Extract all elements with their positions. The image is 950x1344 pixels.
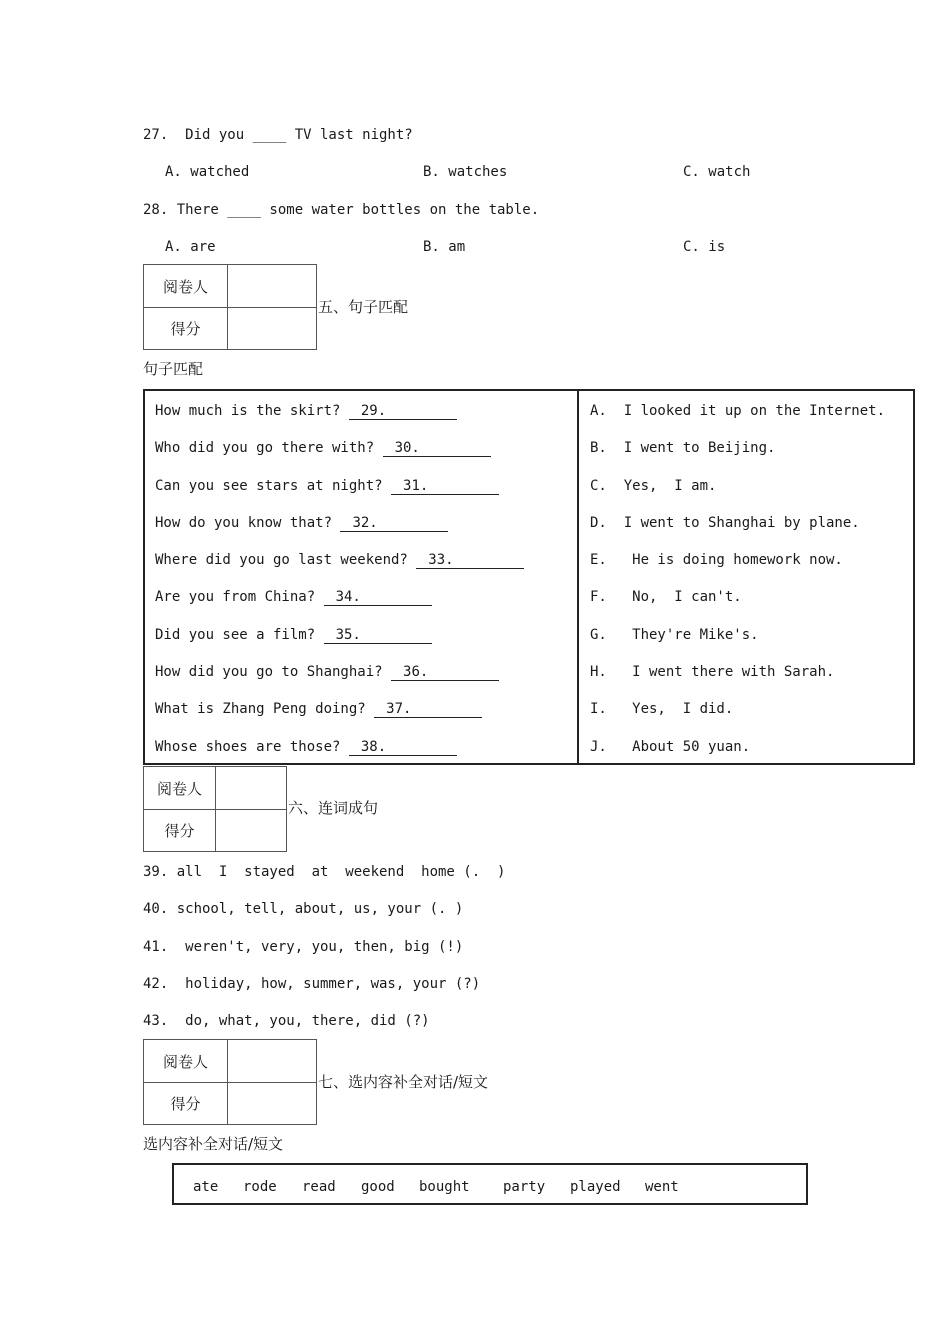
section-5-heading: 五、句子匹配 (318, 298, 409, 316)
section-7-subheading: 选内容补全对话/短文 (143, 1135, 284, 1153)
match-question: How do you know that? 32. (155, 514, 448, 532)
reorder-item-40: 40. school, tell, about, us, your (. ) (143, 901, 464, 917)
reader-label: 阅卷人 (144, 767, 216, 810)
reorder-item-43: 43. do, what, you, there, did (?) (143, 1013, 430, 1029)
reader-cell (216, 767, 287, 810)
score-table (143, 1039, 317, 1125)
match-question: Where did you go last weekend? 33. (155, 551, 524, 569)
match-answer: E. He is doing homework now. (590, 552, 843, 568)
section-5-subheading: 句子匹配 (143, 360, 204, 378)
question-28-option-a: A. are (165, 239, 216, 255)
reader-cell (228, 265, 317, 308)
answer-blank[interactable]: 35. (324, 626, 432, 644)
answer-blank[interactable]: 36. (391, 663, 499, 681)
answer-blank[interactable]: 38. (349, 738, 457, 756)
match-answer: A. I looked it up on the Internet. (590, 403, 886, 419)
question-28-option-c: C. is (683, 239, 726, 255)
match-answer: C. Yes, I am. (590, 478, 717, 494)
word-bank-item: good (361, 1179, 395, 1195)
score-cell (228, 1083, 317, 1125)
word-bank-item: played (570, 1179, 621, 1195)
question-27-option-b: B. watches (423, 164, 508, 180)
score-table (143, 264, 317, 350)
reader-label: 阅卷人 (144, 265, 228, 308)
match-answer: G. They're Mike's. (590, 627, 759, 643)
section-6-heading: 六、连词成句 (288, 799, 379, 817)
word-bank-item: went (645, 1179, 679, 1195)
section-7-heading: 七、选内容补全对话/短文 (318, 1073, 489, 1091)
match-question: Whose shoes are those? 38. (155, 738, 457, 756)
reorder-item-41: 41. weren't, very, you, then, big (!) (143, 939, 464, 955)
match-answer: B. I went to Beijing. (590, 440, 776, 456)
question-27-option-a: A. watched (165, 164, 250, 180)
question-28-stem: 28. There ____ some water bottles on the table. (143, 202, 540, 218)
question-28-option-b: B. am (423, 239, 466, 255)
word-bank-item: read (302, 1179, 336, 1195)
match-answer: I. Yes, I did. (590, 701, 734, 717)
word-bank-item: ate (193, 1179, 219, 1195)
match-question: Did you see a film? 35. (155, 626, 432, 644)
score-table (143, 766, 287, 852)
match-answer: D. I went to Shanghai by plane. (590, 515, 860, 531)
question-27-stem: 27. Did you ____ TV last night? (143, 127, 413, 143)
match-question: How much is the skirt? 29. (155, 402, 457, 420)
score-cell (228, 308, 317, 350)
score-label: 得分 (144, 810, 216, 852)
match-answer: J. About 50 yuan. (590, 739, 751, 755)
reorder-item-39: 39. all I stayed at weekend home (. ) (143, 864, 506, 880)
answer-blank[interactable]: 29. (349, 402, 457, 420)
matching-divider (577, 389, 579, 765)
question-27-option-c: C. watch (683, 164, 751, 180)
answer-blank[interactable]: 33. (416, 551, 524, 569)
match-question: Are you from China? 34. (155, 588, 432, 606)
match-question: How did you go to Shanghai? 36. (155, 663, 499, 681)
match-question: Who did you go there with? 30. (155, 439, 491, 457)
reader-label: 阅卷人 (144, 1040, 228, 1083)
match-question: What is Zhang Peng doing? 37. (155, 700, 482, 718)
score-label: 得分 (144, 308, 228, 350)
answer-blank[interactable]: 37. (374, 700, 482, 718)
word-bank-item: party (503, 1179, 546, 1195)
word-bank-item: bought (419, 1179, 470, 1195)
answer-blank[interactable]: 34. (324, 588, 432, 606)
score-cell (216, 810, 287, 852)
match-answer: F. No, I can't. (590, 589, 742, 605)
match-question: Can you see stars at night? 31. (155, 477, 499, 495)
word-bank-item: rode (243, 1179, 277, 1195)
match-answer: H. I went there with Sarah. (590, 664, 835, 680)
score-label: 得分 (144, 1083, 228, 1125)
answer-blank[interactable]: 32. (340, 514, 448, 532)
reader-cell (228, 1040, 317, 1083)
answer-blank[interactable]: 30. (383, 439, 491, 457)
answer-blank[interactable]: 31. (391, 477, 499, 495)
reorder-item-42: 42. holiday, how, summer, was, your (?) (143, 976, 481, 992)
